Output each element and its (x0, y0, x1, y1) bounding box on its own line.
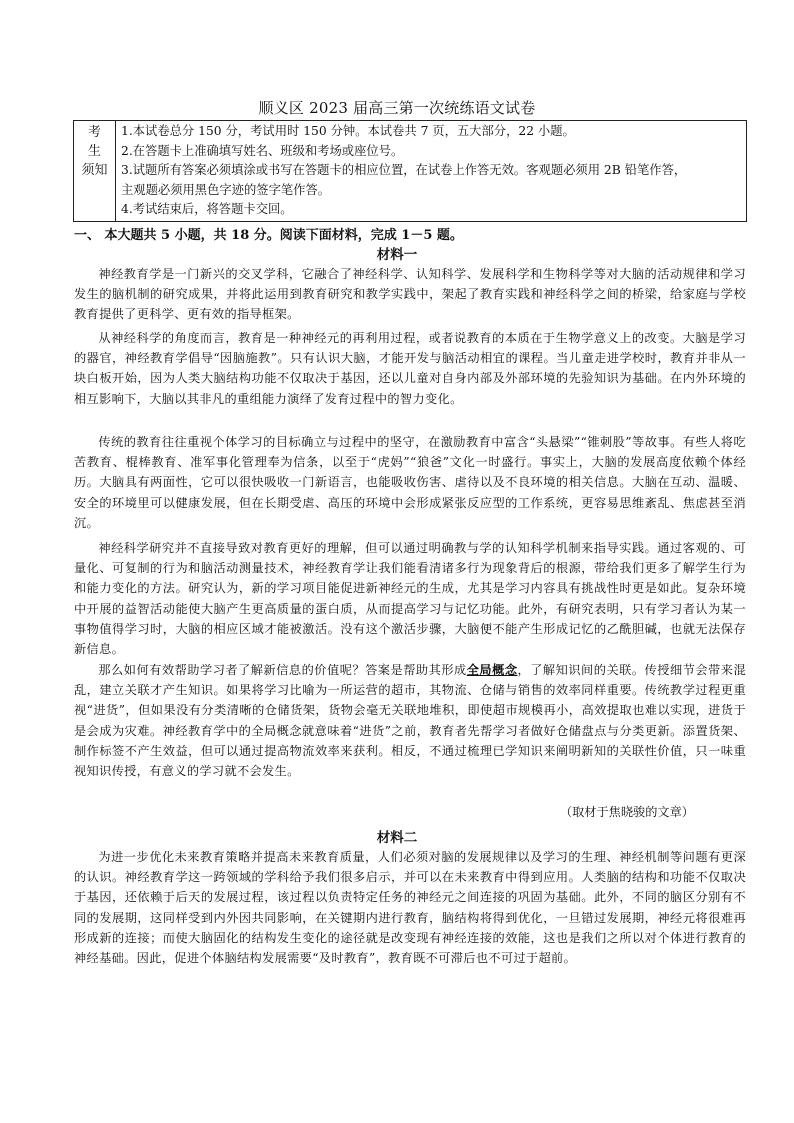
p5-text: 那么如何有效帮助学习者了解新信息的价值呢？答案是帮助其形成 (98, 663, 467, 677)
material1-paragraph (74, 660, 746, 781)
material1-paragraph: 从神经科学的角度而言，教育是一种神经元的再利用过程，或者说教育的本质在于生物学意义上的改变。大脑是学习的器官，神经教育学倡导“因脑施教”。只有认识大脑，才能开发与脑活动相宜的课程。当儿童走进学校时，教育并非从一块白板开始，因为人类大脑结构功能不仅取决于基因，还以儿童对自身内部及外部环境的先验知识为基础。在内外环境的相互影响下，大脑以其非凡的重组能力演绎了发育过程中的智力变化。 (74, 331, 746, 406)
notice-label-char: 考 (87, 125, 101, 140)
notice-label-char: 生 (87, 144, 101, 159)
notice-item: 1.本试卷总分 150 分，考试用时 150 分钟。本试卷共 7 页，五大部分，22 小题。 (121, 124, 575, 138)
notice-label-char: 须知 (81, 163, 108, 178)
notice-item: 4.考试结束后，将答题卡交回。 (121, 202, 293, 216)
section-heading: 一、 本大题共 5 小题，共 18 分。阅读下面材料，完成 1－5 题。 (74, 228, 463, 243)
notice-item: 2.在答题卡上准确填写姓名、班级和考场或座位号。 (121, 143, 404, 158)
notice-item: 主观题必须用黑色字迹的签字笔作答。 (121, 182, 331, 197)
key-term-global-concept: 全局概念 (466, 663, 518, 677)
material2-title: 材料二 (376, 830, 418, 846)
notice-label (74, 121, 116, 221)
material1-paragraph: 传统的教育往往重视个体学习的目标确立与过程中的坚守，在激励教育中富含“头悬梁”“锥刺股”等故事。有些人将吃苦教育、棍棒教育、准军事化管理奉为信条，以至于“虎妈”“狼爸”文化一时盛行。事实上，大脑的发展高度依赖个体经历。大脑具有两面性，它可以很快吸收一门新语言，也能吸收伤害、虐待以及不良环境的相关信息。大脑在互动、温暖、安全的环境里可以健康发展，但在长期受虐、高压的环境中会形成紧张反应型的工作系统，更容易思维紊乱、焦虑甚至消沉。 (74, 435, 746, 530)
notice-items (116, 121, 746, 221)
material1-paragraph: 神经教育学是一门新兴的交叉学科，它融合了神经科学、认知科学、发展科学和生物科学等对大脑的活动规律和学习发生的脑机制的研究成果，并将此运用到教育研究和教学实践中，架起了教育实践和神经科学之间的桥梁，给家庭与学校教育提供了更科学、更有效的指导框架。 (74, 267, 746, 322)
notice-item: 3.试题所有答案必须填涂或书写在答题卡的相应位置，在试卷上作答无效。客观题必须用 2B 铅笔作答， (121, 163, 687, 177)
material1-paragraph: 神经科学研究并不直接导致对教育更好的理解，但可以通过明确教与学的认知科学机制来指导实践。通过客观的、可量化、可复制的行为和脑活动测量技术，神经教育学让我们能看清诸多行为现象背后的根源，带给我们更多了解学生行为和能力变化的方法。研究认为，新的学习项目能促进新神经元的生成，尤其是学习内容具有挑战性时更是如此。复杂环境中开展的益智活动能使大脑产生更高质量的蛋白质，从而提高学习与记忆功能。此外，有研究表明，只有学习者认为某一事物值得学习时，大脑的相应区域才能被激活。没有这个激活步骤，大脑便不能产生形成记忆的乙酰胆碱，也就无法保存新信息。 (74, 541, 746, 657)
p5-text: ，了解知识间的关联。传授细节会带来混乱，建立关联才产生知识。如果将学习比喻为一所运营的超市，其物流、仓储与销售的效率同样重要。传统教学过程更重视“进货”，但如果没有分类清晰的仓储货架，货物会毫无关联地堆积，即使超市规模再小，高效提取也难以实现，进货于是会成为灾难。神经教育学中的全局概念就意味着“进货”之前，教育者先帮学习者做好仓储盘点与分类更新。添置货架、制作标签不产生效益，但可以通过提高物流效率来获利。相反，不通过梳理已学知识来阐明新知的关联性价值，只一味重视知识传授，有意义的学习就不会发生。 (74, 663, 746, 779)
material1-source: （取材于焦晓骏的文章） (559, 805, 694, 819)
material1-title: 材料一 (376, 247, 418, 263)
material2-paragraph: 为进一步优化未来教育策略并提高未来教育质量，人们必须对脑的发展规律以及学习的生理、神经机制等问题有更深的认识。神经教育学这一跨领域的学科给予我们很多启示，并可以在未来教育中得到应用。人类脑的结构和功能不仅取决于基因，还依赖于后天的发展过程，该过程以负责特定任务的神经元之间连接的巩固为基础。此外，不同的脑区分别有不同的发展期，这同样受到内外因共同影响，在关键期内进行教育，脑结构将得到优化，一旦错过发展期，神经元将很难再形成新的连接；而使大脑固化的结构发生变化的途径就是改变现有神经连接的效能，这也是我们之所以对个体进行教育的神经基础。因此，促进个体脑结构发展需要“及时教育”，教育既不可滞后也不可过于超前。 (74, 850, 746, 966)
exam-title: 顺义区 2023 届高三第一次统练语文试卷 (258, 99, 536, 117)
exam-notice-box (73, 120, 747, 222)
